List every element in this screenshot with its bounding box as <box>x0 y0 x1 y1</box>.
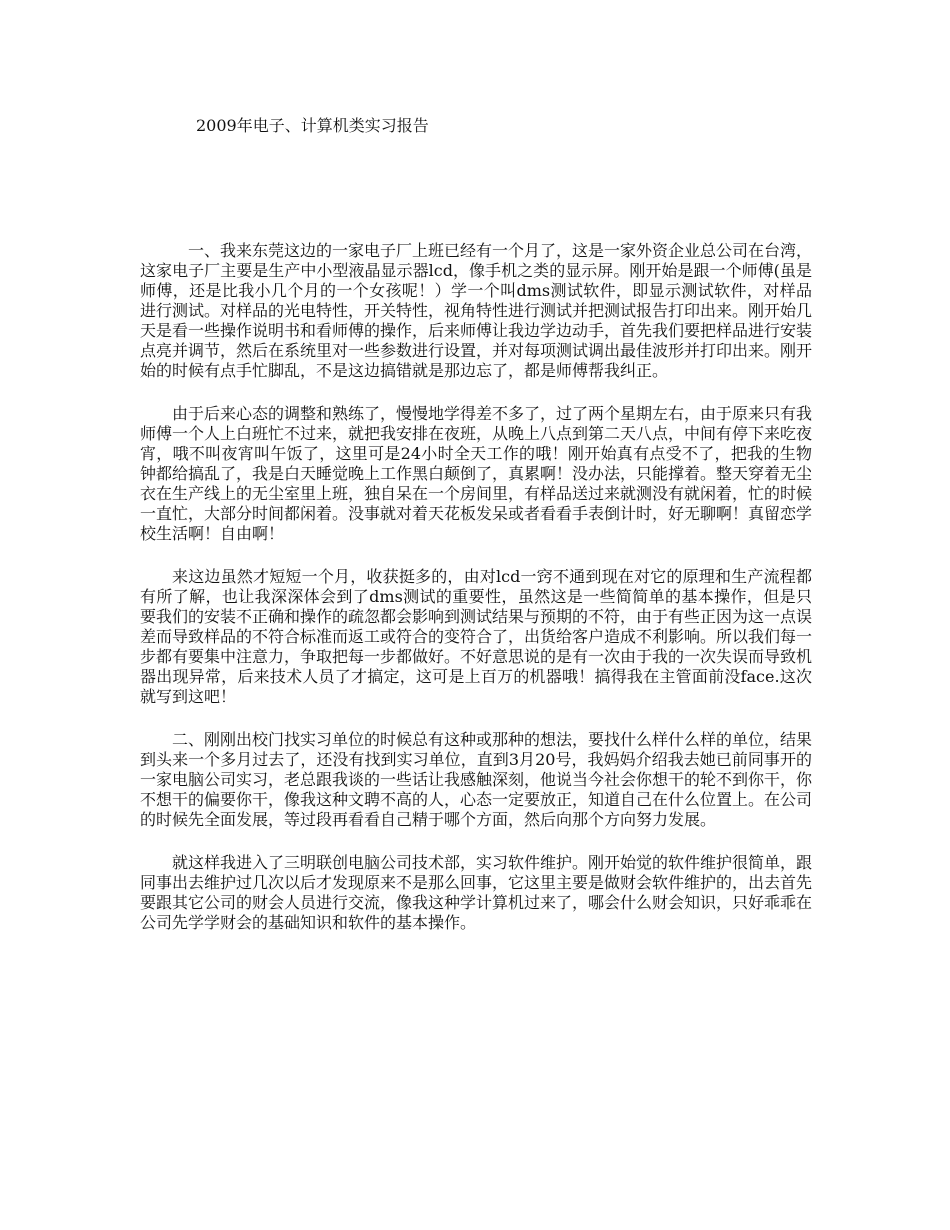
paragraph-3: 来这边虽然才短短一个月，收获挺多的，由对lcd一窍不通到现在对它的原理和生产流程都有所了解，也让我深深体会到了dms测试的重要性，虽然这是一些简简单的基本操作，但是只要我们的安装不正确和操作的疏忽都会影响到测试结果与预期的不符，由于有些正因为这一点误差而导致样品的不符合标准而返工或符合的变符合了，出货给客户造成不利影响。所以我们每一步都有要集中注意力，争取把每一步都做好。不好意思说的是有一次由于我的一次失误而导致机器出现异常，后来技术人员了才搞定，这可是上百万的机器哦！搞得我在主管面前没face.这次就写到这吧！ <box>140 567 813 706</box>
document-title: 2009年电子、计算机类实习报告 <box>196 116 429 135</box>
paragraph-5: 就这样我进入了三明联创电脑公司技术部，实习软件维护。刚开始觉的软件维护很简单，跟同事出去维护过几次以后才发现原来不是那么回事，它这里主要是做财会软件维护的，出去首先要跟其它公司的财会人员进行交流，像我这种学计算机过来了，哪会什么财会知识，只好乖乖在公司先学学财会的基础知识和软件的基本操作。 <box>140 853 813 932</box>
paragraph-2: 由于后来心态的调整和熟练了，慢慢地学得差不多了，过了两个星期左右，由于原来只有我师傅一个人上白班忙不过来，就把我安排在夜班，从晚上八点到第二天八点，中间有停下来吃夜宵，哦不叫夜宵叫午饭了，这里可是24小时全天工作的哦！刚开始真有点受不了，把我的生物钟都给搞乱了，我是白天睡觉晚上工作黑白颠倒了，真累啊！没办法，只能撑着。整天穿着无尘衣在生产线上的无尘室里上班，独自呆在一个房间里，有样品送过来就测没有就闲着，忙的时候一直忙，大部分时间都闲着。没事就对着天花板发呆或者看看手表倒计时，好无聊啊！真留恋学校生活啊！自由啊！ <box>140 404 813 543</box>
paragraph-1: 一、我来东莞这边的一家电子厂上班已经有一个月了，这是一家外资企业总公司在台湾，这家电子厂主要是生产中小型液晶显示器lcd，像手机之类的显示屏。刚开始是跟一个师傅(虽是师傅，还是比我小几个月的一个女孩呢！）学一个叫dms测试软件，即显示测试软件，对样品进行测试。对样品的光电特性，开关特性，视角特性进行测试并把测试报告打印出来。刚开始几天是看一些操作说明书和看师傅的操作，后来师傅让我边学边动手，首先我们要把样品进行安装点亮并调节，然后在系统里对一些参数进行设置，并对每项测试调出最佳波形并打印出来。刚开始的时候有点手忙脚乱，不是这边搞错就是那边忘了，都是师傅帮我纠正。 <box>140 241 813 380</box>
document-body <box>140 241 812 956</box>
paragraph-4: 二、刚刚出校门找实习单位的时候总有这种或那种的想法，要找什么样什么样的单位，结果到头来一个多月过去了，还没有找到实习单位，直到3月20号，我妈妈介绍我去她已前同事开的一家电脑公司实习，老总跟我谈的一些话让我感触深刻，他说当今社会你想干的轮不到你干，你不想干的偏要你干，像我这种文聘不高的人，心态一定要放正，知道自己在什么位置上。在公司的时候先全面发展，等过段再看看自己精于哪个方面，然后向那个方向努力发展。 <box>140 730 813 829</box>
